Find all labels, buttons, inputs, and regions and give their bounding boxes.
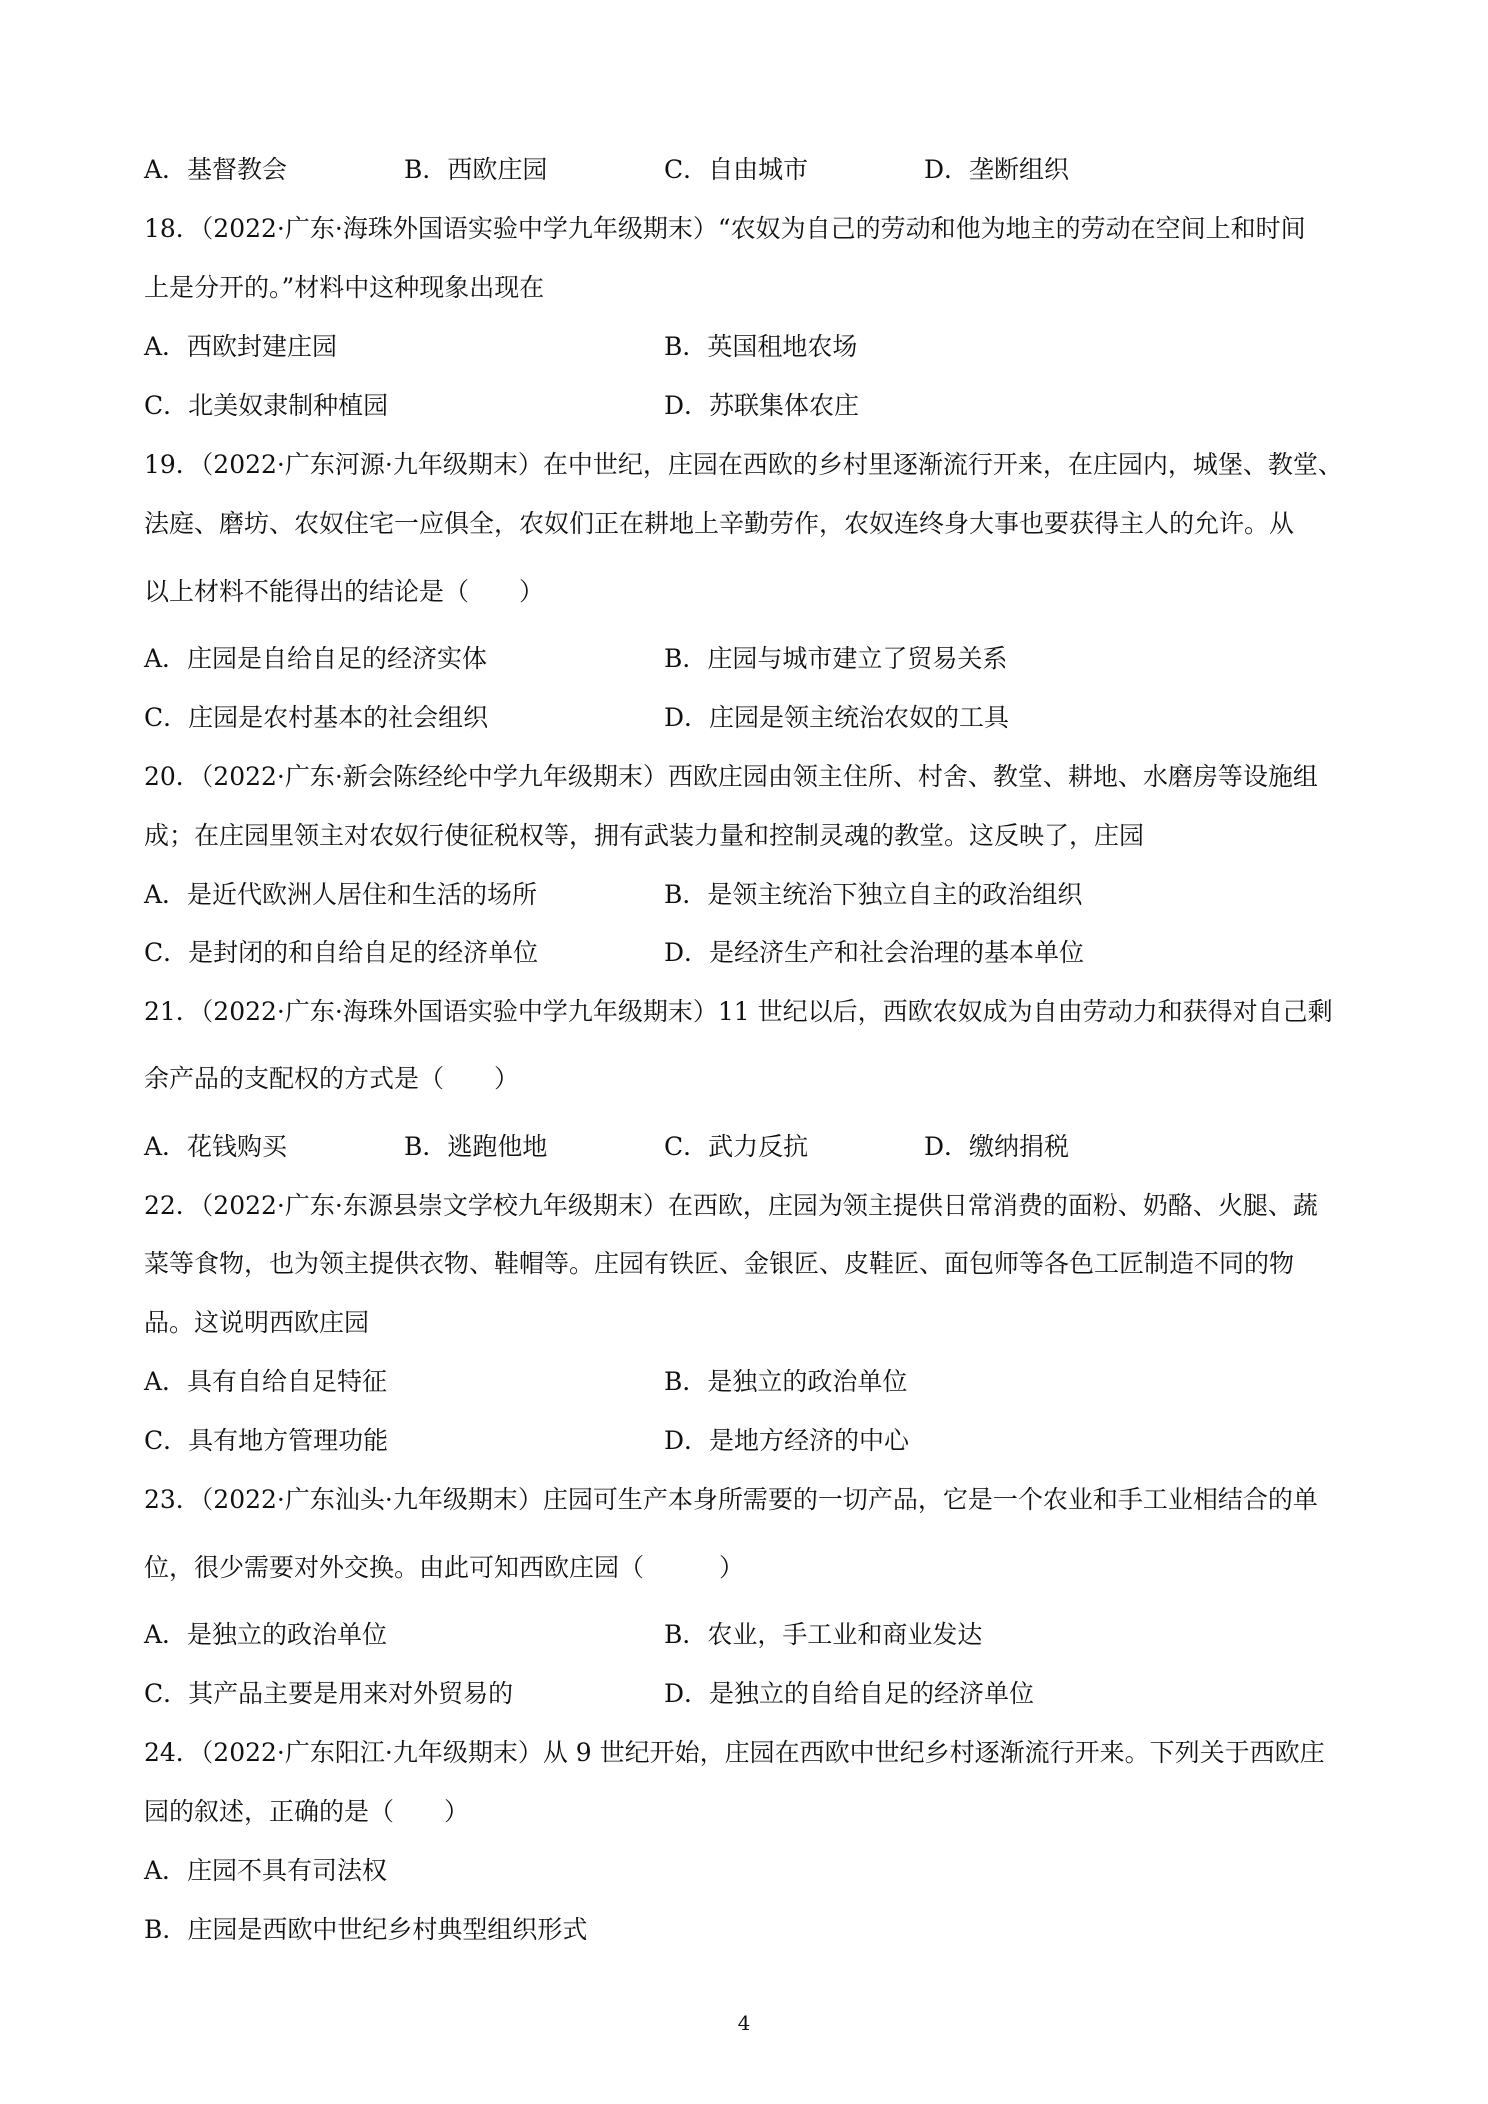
q22-option-a: A．具有自给自足特征 bbox=[144, 1367, 388, 1396]
q24-option-a: A．庄园不具有司法权 bbox=[144, 1856, 388, 1885]
q23-stem-line-1: 23．（2022·广东汕头·九年级期末）庄园可生产本身所需要的一切产品，它是一个农业和手工业相结合的单 bbox=[144, 1485, 1318, 1514]
q22-stem-line-2: 菜等食物，也为领主提供衣物、鞋帽等。庄园有铁匠、金银匠、皮鞋匠、面包师等各色工匠制造不同的物 bbox=[144, 1249, 1295, 1278]
q17-option-d: D．垄断组织 bbox=[924, 155, 1070, 184]
q19-option-c: C．庄园是农村基本的社会组织 bbox=[144, 703, 489, 732]
q20-stem-line-1: 20．（2022·广东·新会陈经纶中学九年级期末）西欧庄园由领主住所、村舍、教堂、耕地、水磨房等设施组 bbox=[144, 762, 1318, 791]
q23-option-c: C．其产品主要是用来对外贸易的 bbox=[144, 1679, 514, 1708]
q23-stem-line-2: 位，很少需要对外交换。由此可知西欧庄园（ ） bbox=[144, 1553, 745, 1582]
q24-option-b: B．庄园是西欧中世纪乡村典型组织形式 bbox=[144, 1915, 588, 1944]
q23-option-b: B．农业，手工业和商业发达 bbox=[664, 1620, 983, 1649]
q19-stem-line-1: 19．（2022·广东河源·九年级期末）在中世纪，庄园在西欧的乡村里逐渐流行开来，在庄园内，城堡、教堂、 bbox=[144, 450, 1343, 479]
q18-option-a: A．西欧封建庄园 bbox=[144, 332, 338, 361]
q21-option-b: B．逃跑他地 bbox=[404, 1132, 548, 1161]
q22-option-d: D．是地方经济的中心 bbox=[664, 1426, 910, 1455]
q22-stem-line-1: 22．（2022·广东·东源县崇文学校九年级期末）在西欧，庄园为领主提供日常消费的面粉、奶酪、火腿、蔬 bbox=[144, 1191, 1318, 1220]
q18-stem-line-1: 18．（2022·广东·海珠外国语实验中学九年级期末）“农奴为自己的劳动和他为地主的劳动在空间上和时间 bbox=[144, 214, 1306, 243]
q19-option-b: B．庄园与城市建立了贸易关系 bbox=[664, 644, 1008, 673]
q17-option-c: C．自由城市 bbox=[664, 155, 809, 184]
q21-option-c: C．武力反抗 bbox=[664, 1132, 809, 1161]
q23-option-a: A．是独立的政治单位 bbox=[144, 1620, 388, 1649]
q18-option-d: D．苏联集体农庄 bbox=[664, 391, 860, 420]
page-number: 4 bbox=[737, 2011, 751, 2035]
q24-stem-line-2: 园的叙述，正确的是（ ） bbox=[144, 1797, 470, 1826]
q18-option-b: B．英国租地农场 bbox=[664, 332, 858, 361]
q20-option-b: B．是领主统治下独立自主的政治组织 bbox=[664, 880, 1083, 909]
q19-stem-line-3: 以上材料不能得出的结论是（ ） bbox=[144, 577, 545, 606]
q19-option-a: A．庄园是自给自足的经济实体 bbox=[144, 644, 488, 673]
q21-stem-line-1: 21．（2022·广东·海珠外国语实验中学九年级期末）11 世纪以后，西欧农奴成为自由劳动力和获得对自己剩 bbox=[144, 997, 1333, 1026]
q24-stem-line-1: 24．（2022·广东阳江·九年级期末）从 9 世纪开始，庄园在西欧中世纪乡村逐渐流行开来。下列关于西欧庄 bbox=[144, 1738, 1325, 1767]
q22-option-b: B．是独立的政治单位 bbox=[664, 1367, 908, 1396]
q23-option-d: D．是独立的自给自足的经济单位 bbox=[664, 1679, 1035, 1708]
q21-option-a: A．花钱购买 bbox=[144, 1132, 288, 1161]
q17-option-b: B．西欧庄园 bbox=[404, 155, 548, 184]
q21-stem-line-2: 余产品的支配权的方式是（ ） bbox=[144, 1064, 520, 1093]
q20-option-a: A．是近代欧洲人居住和生活的场所 bbox=[144, 880, 538, 909]
q22-option-c: C．具有地方管理功能 bbox=[144, 1426, 389, 1455]
q20-option-c: C．是封闭的和自给自足的经济单位 bbox=[144, 938, 539, 967]
q19-option-d: D．庄园是领主统治农奴的工具 bbox=[664, 703, 1010, 732]
q22-stem-line-3: 品。这说明西欧庄园 bbox=[144, 1308, 370, 1337]
q21-option-d: D．缴纳捐税 bbox=[924, 1132, 1070, 1161]
q18-stem-line-2: 上是分开的。”材料中这种现象出现在 bbox=[144, 273, 545, 302]
q19-stem-line-2: 法庭、磨坊、农奴住宅一应俱全，农奴们正在耕地上辛勤劳作，农奴连终身大事也要获得主人的允许。从 bbox=[144, 509, 1295, 538]
q17-option-a: A．基督教会 bbox=[144, 155, 288, 184]
q20-option-d: D．是经济生产和社会治理的基本单位 bbox=[664, 938, 1085, 967]
q18-option-c: C．北美奴隶制种植园 bbox=[144, 391, 389, 420]
q20-stem-line-2: 成；在庄园里领主对农奴行使征税权等，拥有武装力量和控制灵魂的教堂。这反映了，庄园 bbox=[144, 821, 1145, 850]
